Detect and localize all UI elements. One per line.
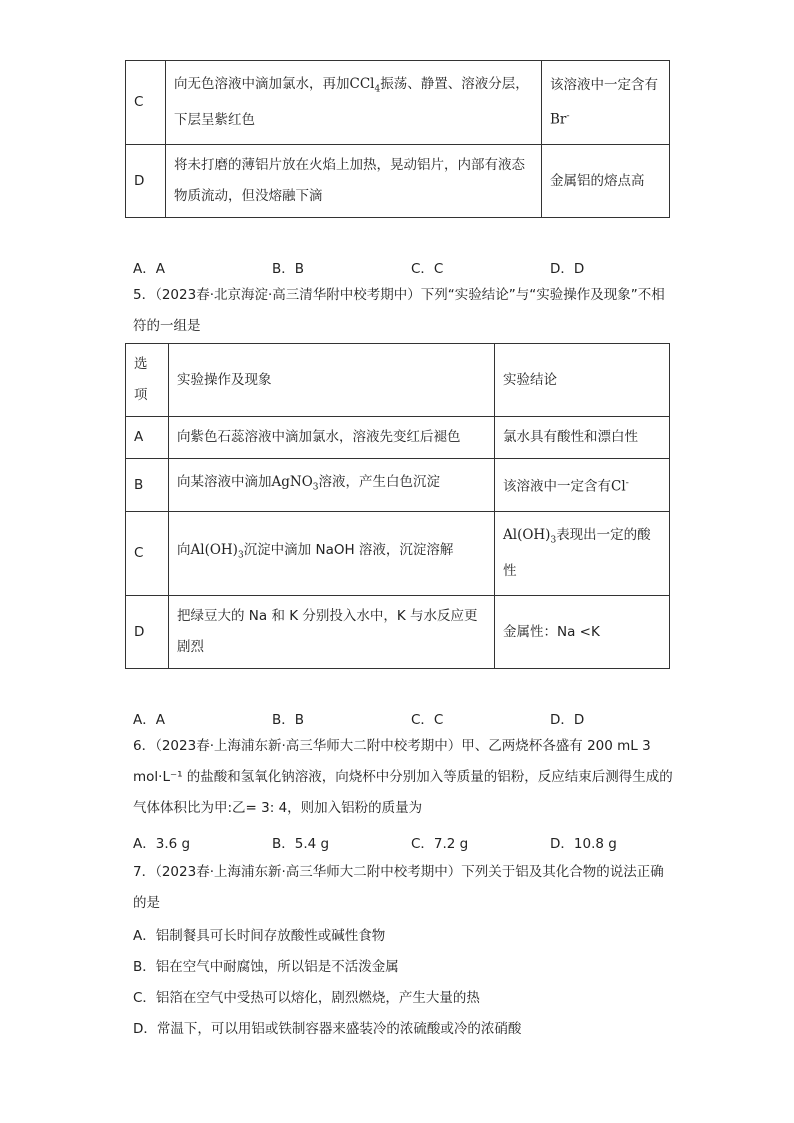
q7-option-c[interactable]: C．铝箔在空气中受热可以熔化，剧烈燃烧，产生大量的热 [133, 990, 480, 1006]
choice-a[interactable]: A．3.6 g [133, 836, 191, 852]
operation-cell: 将未打磨的薄铝片放在火焰上加热，晃动铝片，内部有液态物质流动，但没熔融下滴 [166, 145, 542, 218]
q5-table [125, 343, 670, 669]
choice-d[interactable]: D．10.8 g [550, 836, 617, 852]
q6-choices [133, 832, 693, 852]
table-row [126, 596, 670, 669]
operation-cell: 向无色溶液中滴加氯水，再加CCl$_4$振荡、静置、溶液分层，下层呈紫红色 [166, 61, 542, 145]
option-cell: B [126, 459, 169, 512]
conclusion-cell: $Al(OH)_3$表现出一定的酸性 [495, 512, 670, 596]
q7-option-b[interactable]: B．铝在空气中耐腐蚀，所以铝是不活泼金属 [133, 959, 399, 975]
operation-cell: 向$Al(OH)_3$沉淀中滴加 NaOH 溶液，沉淀溶解 [169, 512, 495, 596]
conclusion-cell: 金属性：Na <K [495, 596, 670, 669]
conclusion-cell: 氯水具有酸性和漂白性 [495, 417, 670, 459]
choice-c[interactable]: C．7.2 g [411, 836, 469, 852]
conclusion-cell: 该溶液中一定含有Br- [542, 61, 670, 145]
table-row [126, 145, 670, 218]
choice-b[interactable]: B．B [272, 261, 305, 277]
option-cell: C [126, 512, 169, 596]
header-option: 选项 [126, 344, 169, 417]
choice-a[interactable]: A．A [133, 261, 165, 277]
operation-cell: 向紫色石蕊溶液中滴加氯水，溶液先变红后褪色 [169, 417, 495, 459]
choice-d[interactable]: D．D [550, 261, 585, 277]
q4-choices [133, 257, 693, 277]
choice-c[interactable]: C．C [411, 712, 444, 728]
q7-stem: 7．（2023春·上海浦东新·高三华师大二附中校考期中）下列关于铝及其化合物的说法正确的是 [133, 864, 664, 911]
choice-b[interactable]: B．B [272, 712, 305, 728]
table-row [126, 417, 670, 459]
choice-c[interactable]: C．C [411, 261, 444, 277]
q6-stem: 6．（2023春·上海浦东新·高三华师大二附中校考期中）甲、乙两烧杯各盛有 200 mL 3 mol·L⁻¹ 的盐酸和氢氧化钠溶液，向烧杯中分别加入等质量的铝粉，反应结束后测得生成的气体体积比为甲:乙= 3: 4，则加入铝粉的质量为 [133, 738, 673, 816]
q7-option-a[interactable]: A．铝制餐具可长时间存放酸性或碱性食物 [133, 928, 386, 944]
option-cell: D [126, 145, 166, 218]
q4-table [125, 60, 670, 218]
conclusion-cell: 该溶液中一定含有Cl- [495, 459, 670, 512]
q5-choices [133, 708, 693, 728]
option-cell: C [126, 61, 166, 145]
choice-d[interactable]: D．D [550, 712, 585, 728]
table-header-row [126, 344, 670, 417]
table-row [126, 512, 670, 596]
table-row [126, 61, 670, 145]
operation-cell: 把绿豆大的 Na 和 K 分别投入水中，K 与水反应更剧烈 [169, 596, 495, 669]
q5-stem: 5．（2023春·北京海淀·高三清华附中校考期中）下列“实验结论”与“实验操作及现象”不相符的一组是 [133, 287, 665, 334]
choice-a[interactable]: A．A [133, 712, 165, 728]
header-operation: 实验操作及现象 [169, 344, 495, 417]
operation-cell: 向某溶液中滴加AgNO$_3$溶液，产生白色沉淀 [169, 459, 495, 512]
table-row [126, 459, 670, 512]
q7-option-d[interactable]: D．常温下，可以用铝或铁制容器来盛装冷的浓硫酸或冷的浓硝酸 [133, 1021, 522, 1037]
option-cell: D [126, 596, 169, 669]
choice-b[interactable]: B．5.4 g [272, 836, 330, 852]
option-cell: A [126, 417, 169, 459]
conclusion-cell: 金属铝的熔点高 [542, 145, 670, 218]
header-conclusion: 实验结论 [495, 344, 670, 417]
